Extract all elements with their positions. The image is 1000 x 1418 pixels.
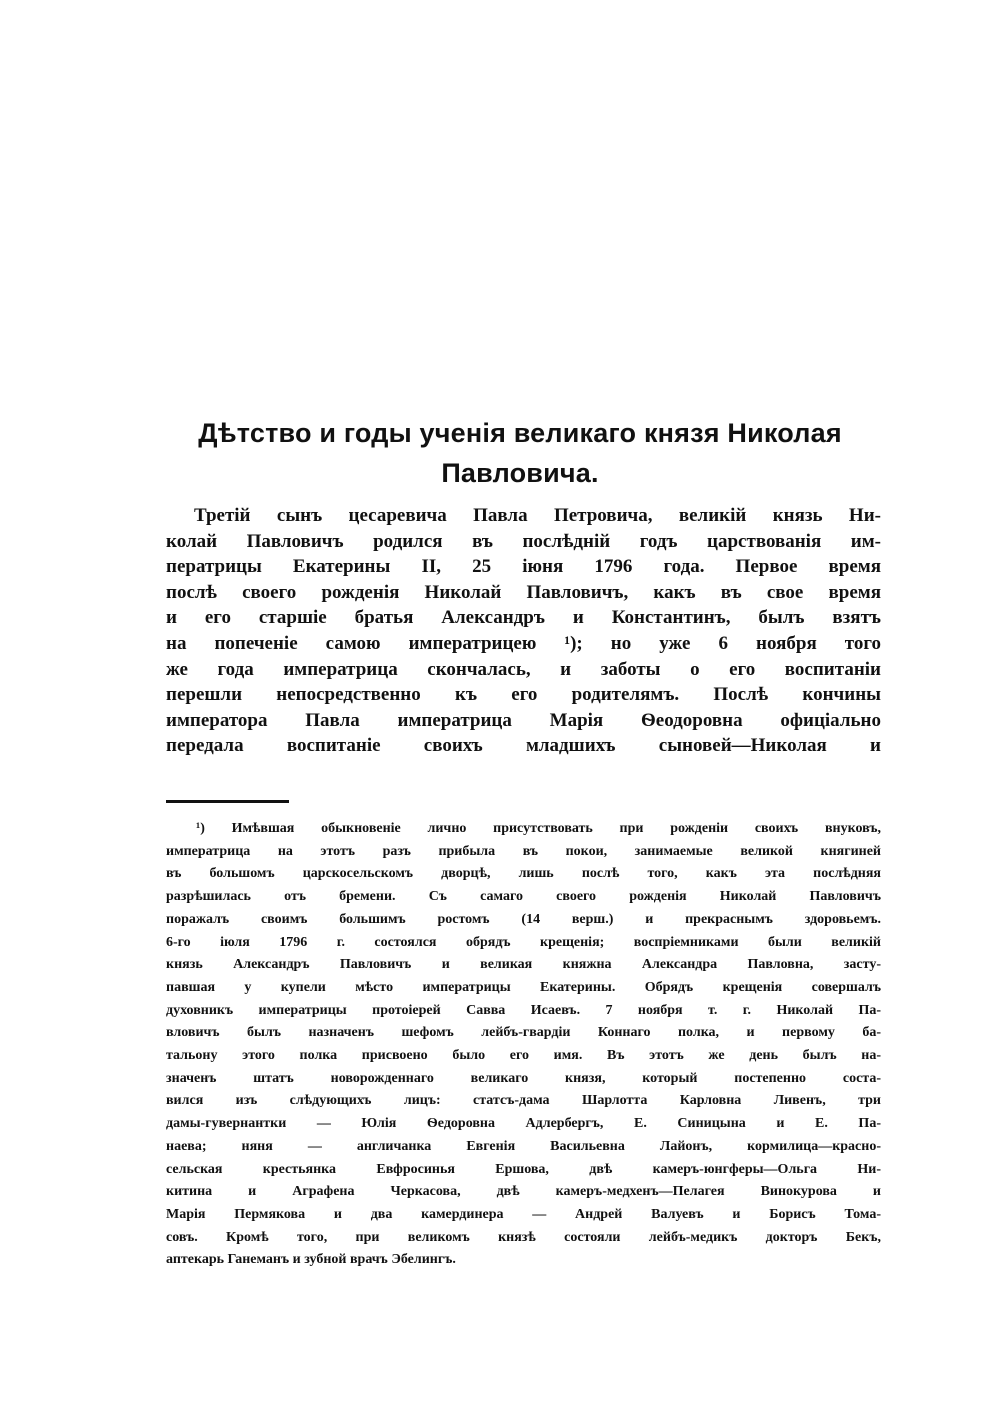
paragraph-line: императора Павла императрица Марія Ѳеодоровна офиціально: [166, 709, 881, 731]
footnote-line: наева; няня — англичанка Евгенія Васильевна Лайонъ, кормилица—красно-: [166, 1138, 881, 1154]
footnote: [166, 818, 881, 1272]
footnote-line: дамы-гувернантки — Юлія Ѳедоровна Адлербергъ, Е. Синицына и Е. Па-: [166, 1116, 881, 1132]
footnote-line: вился изъ слѣдующихъ лицъ: статсъ-дама Шарлотта Карловна Ливенъ, три: [166, 1093, 881, 1109]
paragraph-line: перешли непосредственно къ его родителямъ. Послѣ кончины: [166, 684, 881, 706]
footnote-line: павшая у купели мѣсто императрицы Екатерины. Обрядъ крещенія совершалъ: [166, 979, 881, 995]
chapter-title-line: Павловича.: [441, 458, 599, 488]
footnote-line: ¹) Имѣвшая обыкновеніе лично присутствовать при рожденіи своихъ внуковъ,: [196, 821, 881, 836]
paragraph-line: колай Павловичъ родился въ послѣдній годъ царствованія им-: [166, 530, 881, 552]
footnote-line: тальону этого полка присвоено было его имя. Въ этотъ же день былъ на-: [166, 1048, 881, 1064]
paragraph-line: на попеченіе самою императрицею ¹); но уже 6 ноября того: [166, 632, 881, 654]
footnote-line: духовникъ императрицы протоіерей Савва Исаевъ. 7 ноября т. г. Николай Па-: [166, 1002, 881, 1018]
footnote-line: князь Александръ Павловичъ и великая княжна Александра Павловна, засту-: [166, 957, 881, 973]
footnote-line: значенъ штатъ новорожденнаго великаго князя, который постепенно соста-: [166, 1070, 881, 1086]
footnote-line: аптекарь Ганеманъ и зубной врачъ Эбелингъ.: [166, 1252, 456, 1268]
paragraph-line: ператрицы Екатерины II, 25 іюня 1796 года. Первое время: [166, 556, 881, 578]
paragraph-line: же года императрица скончалась, и заботы о его воспитаніи: [166, 658, 881, 680]
footnote-line: поражалъ своимъ большимъ ростомъ (14 верш.) и прекраснымъ здоровьемъ.: [166, 911, 881, 927]
footnote-line: разрѣшилась отъ бремени. Съ самаго своего рожденія Николай Павловичъ: [166, 889, 881, 905]
footnote-line: въ большомъ царскосельскомъ дворцѣ, лишь послѣ того, какъ эта послѣдняя: [166, 866, 881, 882]
footnote-line: сельская крестьянка Евфросинья Ершова, двѣ камеръ-юнгферы—Ольга Ни-: [166, 1161, 881, 1177]
footnote-line: 6-го іюля 1796 г. состоялся обрядъ крещенія; воспріемниками были великій: [166, 934, 881, 950]
chapter-title: [140, 413, 900, 493]
footnote-divider: [166, 800, 289, 803]
footnote-line: вловичъ былъ назначенъ шефомъ лейбъ-гвардіи Коннаго полка, и первому ба-: [166, 1025, 881, 1041]
paragraph-line: передала воспитаніе своихъ младшихъ сыновей—Николая и: [166, 735, 881, 757]
footnote-line: императрица на этотъ разъ прибыла въ покои, занимаемые великой княгиней: [166, 843, 881, 859]
footnote-line: Марія Пермякова и два камердинера — Андрей Валуевъ и Борисъ Тома-: [166, 1206, 881, 1222]
footnote-line: китина и Аграфена Черкасова, двѣ камеръ-медхенъ—Пелагея Винокурова и: [166, 1184, 881, 1200]
chapter-title-line: Дѣтство и годы ученія великаго князя Николая: [198, 418, 842, 448]
paragraph-line: Третій сынъ цесаревича Павла Петровича, великій князь Ни-: [194, 505, 881, 526]
paragraph-line: послѣ своего рожденія Николай Павловичъ, какъ въ свое время: [166, 581, 881, 603]
paragraph-line: и его старшіе братья Александръ и Константинъ, былъ взятъ: [166, 607, 881, 629]
footnote-line: совъ. Кромѣ того, при великомъ князѣ состояли лейбъ-медикъ докторъ Бекъ,: [166, 1229, 881, 1245]
main-paragraph: [166, 503, 881, 759]
